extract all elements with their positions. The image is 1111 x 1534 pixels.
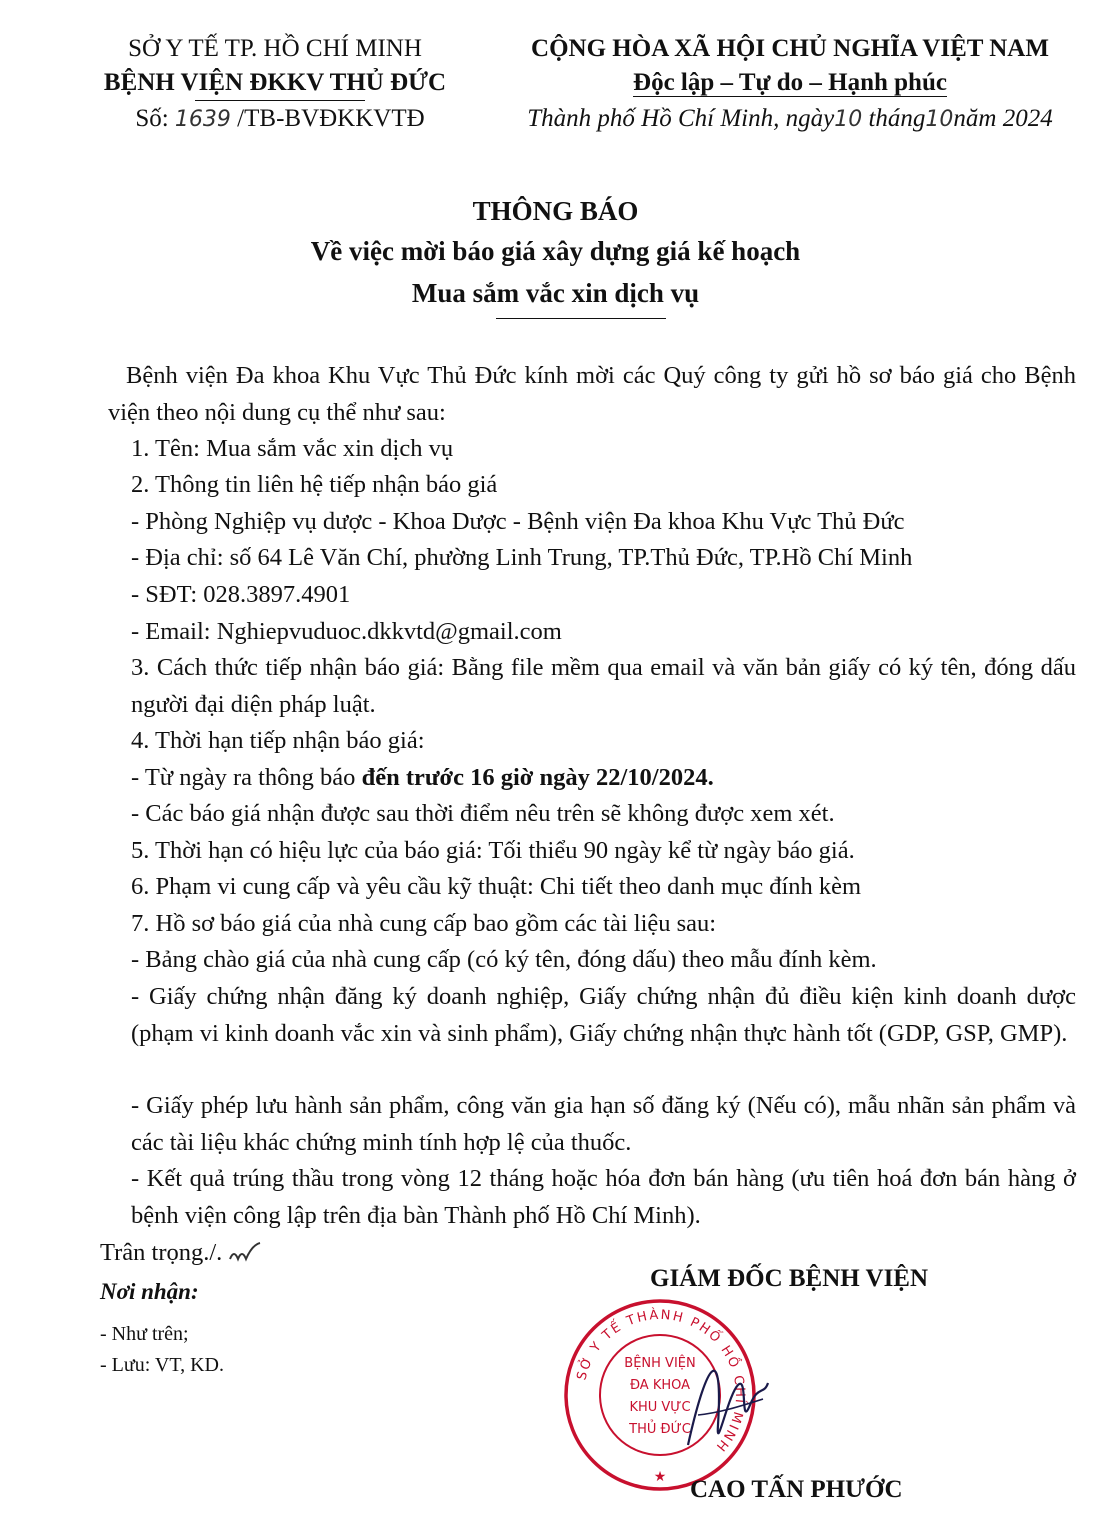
header-left-divider xyxy=(195,100,365,101)
item-3-method: 3. Cách thức tiếp nhận báo giá: Bằng file mềm qua email và văn bản giấy có ký tên, đóng dấu người đại diện pháp luật. xyxy=(131,654,1076,718)
date-month: 10 xyxy=(925,107,954,132)
deadline-bold: đến trước 16 giờ ngày 22/10/2024. xyxy=(361,764,714,791)
svg-text:ĐA KHOA: ĐA KHOA xyxy=(629,1378,691,1393)
number-suffix: /TB-BVĐKKVTĐ xyxy=(237,105,425,132)
svg-text:★: ★ xyxy=(653,1470,667,1485)
contact-email: - Email: Nghiepvuduoc.dkkvtd@gmail.com xyxy=(131,618,562,645)
motto-text: Độc lập – Tự do – Hạnh phúc xyxy=(633,69,947,96)
intro-paragraph: Bệnh viện Đa khoa Khu Vực Thủ Đức kính mời các Quý công ty gửi hồ sơ báo giá cho Bệnh viện theo nội dung cụ thể như sau: xyxy=(108,362,1076,426)
document-title: THÔNG BÁO xyxy=(472,196,639,226)
date-suffix: năm 2024 xyxy=(953,105,1053,132)
country-name: CỘNG HÒA XÃ HỘI CHỦ NGHĨA VIỆT NAM xyxy=(531,35,1049,62)
item-5-validity: 5. Thời hạn có hiệu lực của báo giá: Tối thiểu 90 ngày kể từ ngày báo giá. xyxy=(131,837,855,864)
doc-price-quote: - Bảng chào giá của nhà cung cấp (có ký tên, đóng dấu) theo mẫu đính kèm. xyxy=(131,946,877,973)
date-prefix: Thành phố Hồ Chí Minh, ngày xyxy=(527,105,835,132)
item-4-deadline: 4. Thời hạn tiếp nhận báo giá: xyxy=(131,727,425,754)
date-day: 10 xyxy=(834,107,863,132)
doc-certificates: - Giấy chứng nhận đăng ký doanh nghiệp, Giấy chứng nhận đủ điều kiện kinh doanh dược (phạm vi kinh doanh vắc xin và sinh phẩm), Giấy chứng nhận thực hành tốt (GDP, GSP, GMP). xyxy=(131,983,1076,1047)
number-prefix: Số: xyxy=(135,105,169,132)
svg-text:SỞ Y TẾ THÀNH PHỐ HỒ CHÍ MINH: SỞ Y TẾ THÀNH PHỐ HỒ CHÍ MINH xyxy=(574,1307,748,1456)
contact-department: - Phòng Nghiệp vụ dược - Khoa Dược - Bệnh viện Đa khoa Khu Vực Thủ Đức xyxy=(131,508,905,535)
doc-bid-results: - Kết quả trúng thầu trong vòng 12 tháng hoặc hóa đơn bán hàng (ưu tiên hoá đơn bán hàng ở bệnh viện công lập trên địa bàn Thành phố Hồ Chí Minh). xyxy=(131,1165,1076,1229)
late-quote-note: - Các báo giá nhận được sau thời điểm nêu trên sẽ không được xem xét. xyxy=(131,800,835,827)
date-month-word: tháng xyxy=(868,105,926,132)
deadline-prefix: - Từ ngày ra thông báo xyxy=(131,764,362,791)
doc-product-license: - Giấy phép lưu hành sản phẩm, công văn gia hạn số đăng ký (Nếu có), mẫu nhãn sản phẩm và các tài liệu khác chứng minh tính hợp lệ của thuốc. xyxy=(131,1092,1076,1156)
signer-name: CAO TẤN PHƯỚC xyxy=(690,1476,903,1503)
initials-mark-icon xyxy=(228,1241,262,1267)
document-number xyxy=(110,102,450,137)
recipient-item-2: - Lưu: VT, KD. xyxy=(100,1354,224,1376)
handwritten-signature-icon xyxy=(668,1335,778,1465)
signer-position: GIÁM ĐỐC BỆNH VIỆN xyxy=(650,1265,929,1292)
svg-text:BỆNH VIỆN: BỆNH VIỆN xyxy=(624,1356,696,1371)
item-1-name: 1. Tên: Mua sắm vắc xin dịch vụ xyxy=(131,435,454,462)
closing-words: Trân trọng./. xyxy=(100,1239,223,1266)
document-subtitle-2: Mua sắm vắc xin dịch vụ xyxy=(411,278,700,308)
title-divider xyxy=(496,318,666,319)
recipient-item-1: - Như trên; xyxy=(100,1323,189,1345)
item-2-contact: 2. Thông tin liên hệ tiếp nhận báo giá xyxy=(131,471,498,498)
closing-text xyxy=(100,1235,262,1272)
recipients-title: Nơi nhận: xyxy=(100,1279,199,1304)
item-6-scope: 6. Phạm vi cung cấp và yêu cầu kỹ thuật: Chi tiết theo danh mục đính kèm xyxy=(131,873,862,900)
hospital-name: BỆNH VIỆN ĐKKV THỦ ĐỨC xyxy=(103,69,447,96)
document-subtitle-1: Về việc mời báo giá xây dựng giá kế hoạch xyxy=(310,236,801,266)
motto xyxy=(510,66,1070,100)
deadline-date xyxy=(131,760,714,797)
svg-text:KHU VỰC: KHU VỰC xyxy=(629,1400,691,1415)
contact-phone: - SĐT: 028.3897.4901 xyxy=(131,581,351,608)
issue-date xyxy=(495,102,1085,137)
svg-text:THỦ ĐỨC: THỦ ĐỨC xyxy=(629,1422,691,1437)
contact-address: - Địa chỉ: số 64 Lê Văn Chí, phường Linh Trung, TP.Thủ Đức, TP.Hồ Chí Minh xyxy=(131,544,913,571)
agency-name: SỞ Y TẾ TP. HỒ CHÍ MINH xyxy=(128,35,422,62)
item-7-documents: 7. Hồ sơ báo giá của nhà cung cấp bao gồm các tài liệu sau: xyxy=(131,910,717,937)
number-handwritten: 1639 xyxy=(174,107,231,132)
